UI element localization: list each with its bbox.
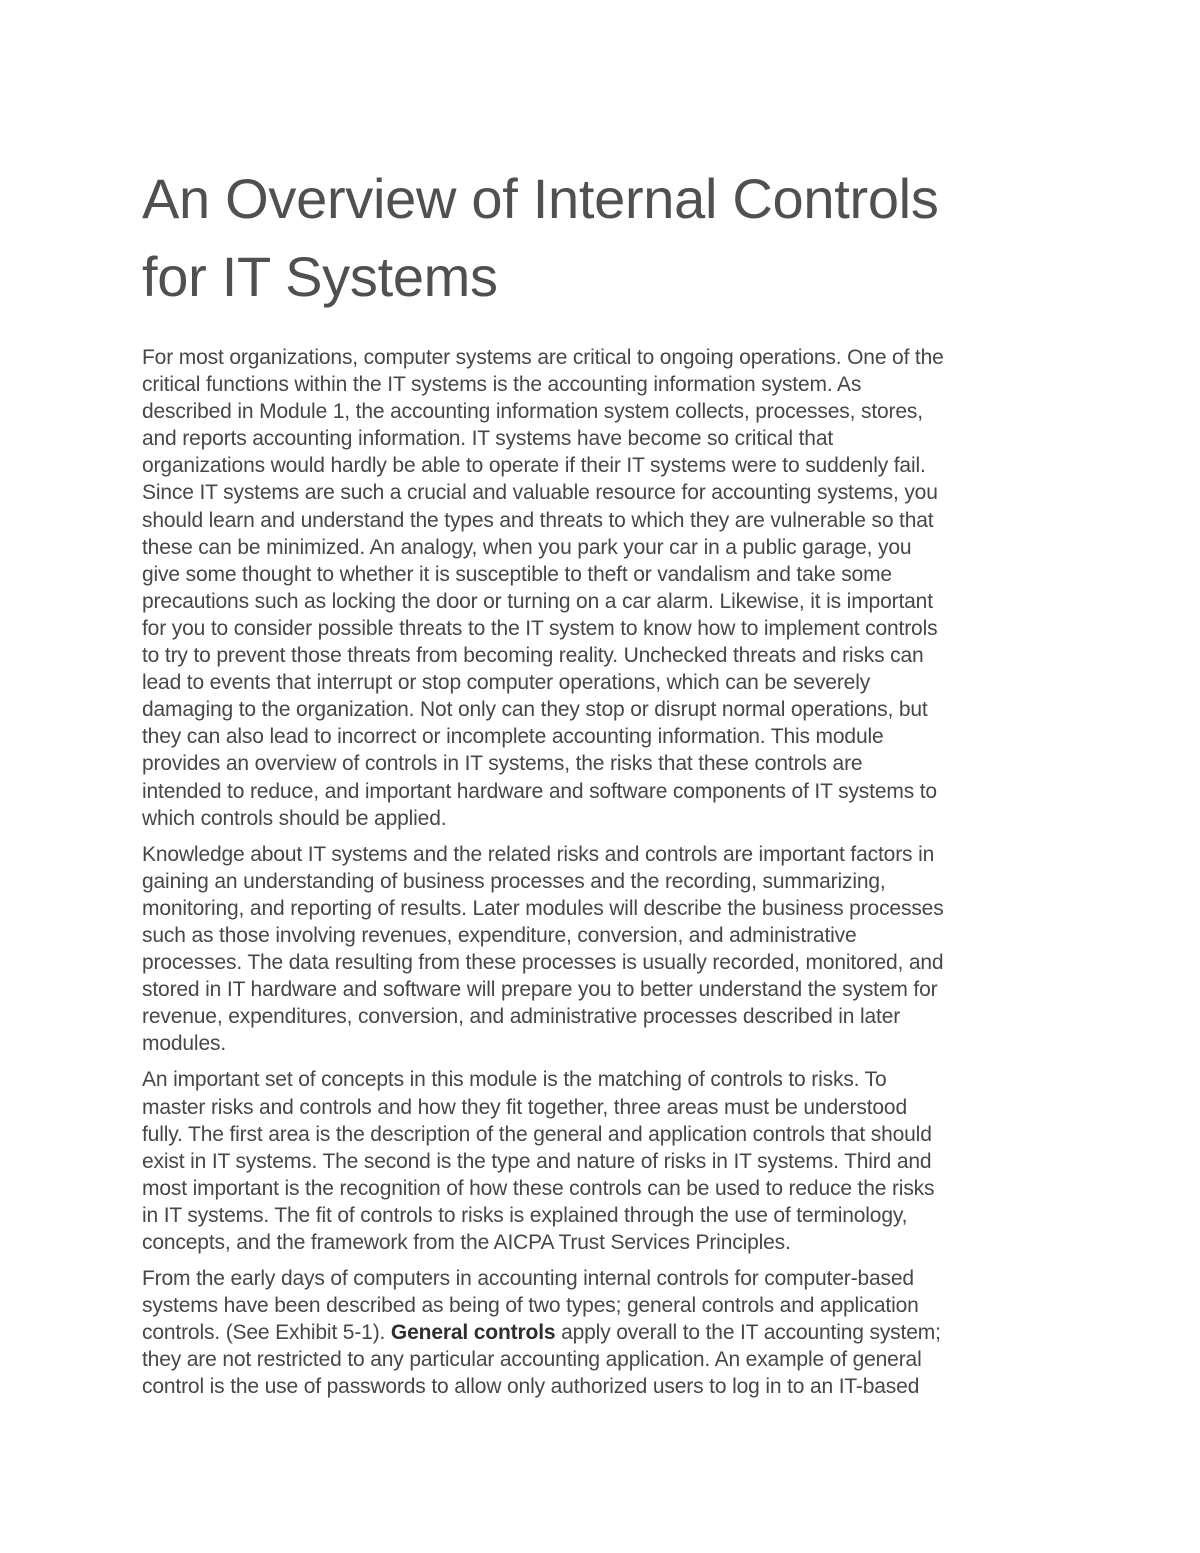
text-line: in IT systems. The fit of controls to risks is explained through the use of terminology,	[142, 1203, 908, 1227]
text-line: these can be minimized. An analogy, when you park your car in a public garage, you	[142, 535, 912, 559]
text-run: controls. (See Exhibit 5-1).	[142, 1321, 391, 1345]
text-line: revenue, expenditures, conversion, and administrative processes described in later	[142, 1005, 901, 1029]
text-line-with-term	[142, 1319, 1062, 1346]
text-line: precautions such as locking the door or turning on a car alarm. Likewise, it is important	[142, 589, 933, 613]
text-line: modules.	[142, 1032, 227, 1056]
text-line: Knowledge about IT systems and the related risks and controls are important factors in	[142, 842, 935, 866]
text-line: damaging to the organization. Not only can they stop or disrupt normal operations, but	[142, 698, 928, 722]
text-line: processes. The data resulting from these processes is usually recorded, monitored, and	[142, 951, 944, 975]
text-line: to try to prevent those threats from becoming reality. Unchecked threats and risks can	[142, 644, 924, 668]
text-line: monitoring, and reporting of results. Later modules will describe the business processes	[142, 896, 944, 920]
text-line: organizations would hardly be able to operate if their IT systems were to suddenly fail.	[142, 454, 926, 478]
text-line: critical functions within the IT systems is the accounting information system. As	[142, 373, 862, 397]
text-line: systems have been described as being of two types; general controls and application	[142, 1294, 919, 1318]
text-line: such as those involving revenues, expenditure, conversion, and administrative	[142, 923, 857, 947]
text-line: lead to events that interrupt or stop computer operations, which can be severely	[142, 671, 871, 695]
paragraph-intro	[142, 344, 1062, 832]
text-line: fully. The first area is the description of the general and application controls that should	[142, 1122, 932, 1146]
text-line: exist in IT systems. The second is the type and nature of risks in IT systems. Third and	[142, 1149, 932, 1173]
text-line: described in Module 1, the accounting information system collects, processes, stores,	[142, 400, 923, 424]
text-line: for you to consider possible threats to the IT system to know how to implement controls	[142, 616, 938, 640]
text-run: apply overall to the IT accounting system;	[555, 1321, 941, 1345]
text-line: they can also lead to incorrect or incomplete accounting information. This module	[142, 725, 884, 749]
text-line: most important is the recognition of how these controls can be used to reduce the risks	[142, 1176, 935, 1200]
text-line: An important set of concepts in this module is the matching of controls to risks. To	[142, 1068, 887, 1092]
text-line: they are not restricted to any particular accounting application. An example of general	[142, 1348, 922, 1372]
text-line: stored in IT hardware and software will prepare you to better understand the system for	[142, 978, 938, 1002]
title-line: An Overview of Internal Controls	[142, 167, 939, 230]
title-line: for IT Systems	[142, 245, 498, 308]
text-line: gaining an understanding of business processes and the recording, summarizing,	[142, 869, 886, 893]
paragraph-concepts	[142, 1066, 1062, 1256]
document-title	[142, 160, 1062, 316]
text-line: provides an overview of controls in IT systems, the risks that these controls are	[142, 752, 863, 776]
text-line: which controls should be applied.	[142, 806, 447, 830]
text-line: intended to reduce, and important hardware and software components of IT systems to	[142, 779, 937, 803]
paragraph-general-controls	[142, 1265, 1062, 1400]
text-line: concepts, and the framework from the AICPA Trust Services Principles.	[142, 1231, 791, 1254]
text-line: and reports accounting information. IT systems have become so critical that	[142, 427, 834, 451]
text-line: should learn and understand the types and threats to which they are vulnerable so that	[142, 508, 934, 532]
text-line: Since IT systems are such a crucial and valuable resource for accounting systems, you	[142, 481, 938, 505]
text-line: control is the use of passwords to allow only authorized users to log in to an IT-based	[142, 1375, 920, 1399]
text-line: master risks and controls and how they fit together, three areas must be understood	[142, 1095, 907, 1119]
text-line: give some thought to whether it is susceptible to theft or vandalism and take some	[142, 562, 892, 586]
text-line: For most organizations, computer systems are critical to ongoing operations. One of the	[142, 346, 944, 369]
document-page	[142, 160, 1062, 1401]
paragraph-knowledge	[142, 841, 1062, 1058]
general-controls-term: General controls	[390, 1321, 556, 1345]
text-line: From the early days of computers in accounting internal controls for computer-based	[142, 1267, 914, 1291]
